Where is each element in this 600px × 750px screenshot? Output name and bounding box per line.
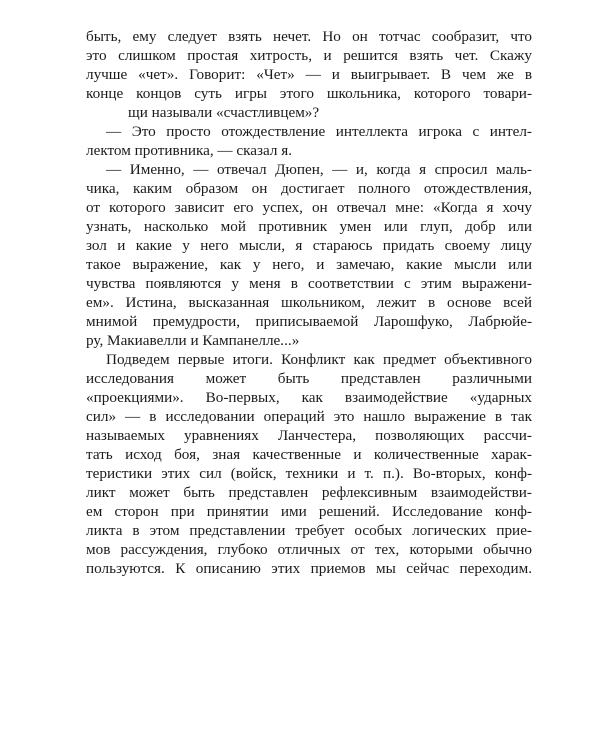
text-line: щи называли «счастливцем»? [128,104,320,121]
text-line: Подведем первые итоги. Конфликт как предмет объективного [106,351,532,368]
text-line: конце концов суть игры этого школьника, которого товари- [86,85,532,102]
text-line: чика, каким образом он достигает полного отождествления, [86,180,532,197]
text-line: лучше «чет». Говорит: «Чет» — и выигрывает. В чем же в [86,66,532,83]
text-line: ем». Истина, высказанная школьником, лежит в основе всей [86,294,532,311]
text-line: теристики этих сил (войск, техники и т. п.). Во-вторых, конф- [86,465,532,482]
text-line: ру, Макиавелли и Кампанелле...» [86,332,300,349]
text-line: узнать, насколько мой противник умен или глуп, добр или [86,218,532,235]
text-line: быть, ему следует взять нечет. Но он тотчас сообразит, что [86,28,532,45]
text-line: — Именно, — отвечал Дюпен, — и, когда я спросил маль- [106,161,532,178]
text-line: пользуются. К описанию этих приемов мы сейчас переходим. [86,560,532,577]
text-line: — Это просто отождествление интеллекта игрока с интел- [106,123,532,140]
text-line: ликт может быть представлен рефлексивным взаимодействи- [86,484,532,501]
text-line: ем сторон при принятии ими решений. Исследование конф- [86,503,532,520]
text-line: тать исход боя, зная качественные и количественные харак- [86,446,532,463]
text-line: исследования может быть представлен различными [86,370,532,387]
text-line: зол и какие у него мысли, я стараюсь придать своему лицу [86,237,532,254]
text-line: лектом противника, — сказал я. [86,142,293,159]
text-line: мов рассуждения, глубоко отличных от тех, которыми обычно [86,541,532,558]
text-line: сил» — в исследовании операций это нашло выражение в так [86,408,532,425]
text-line: мнимой премудрости, приписываемой Ларошфуко, Лабрюйе- [86,313,532,330]
text-line: называемых уравнениях Ланчестера, позволяющих рассчи- [86,427,532,444]
text-line: такое выражение, как у него, и замечаю, какие мысли или [86,256,532,273]
text-line: чувства появляются у меня в соответствии с этим выражени- [86,275,532,292]
body-text [86,27,532,578]
text-line: ликта в этом представлении требует особых логических прие- [86,522,532,539]
text-line: это слишком простая хитрость, и решится взять чет. Скажу [86,47,532,64]
text-line: «проекциями». Во-первых, как взаимодействие «ударных [86,389,532,406]
text-line: от которого зависит его успех, он отвечал мне: «Когда я хочу [86,199,532,216]
